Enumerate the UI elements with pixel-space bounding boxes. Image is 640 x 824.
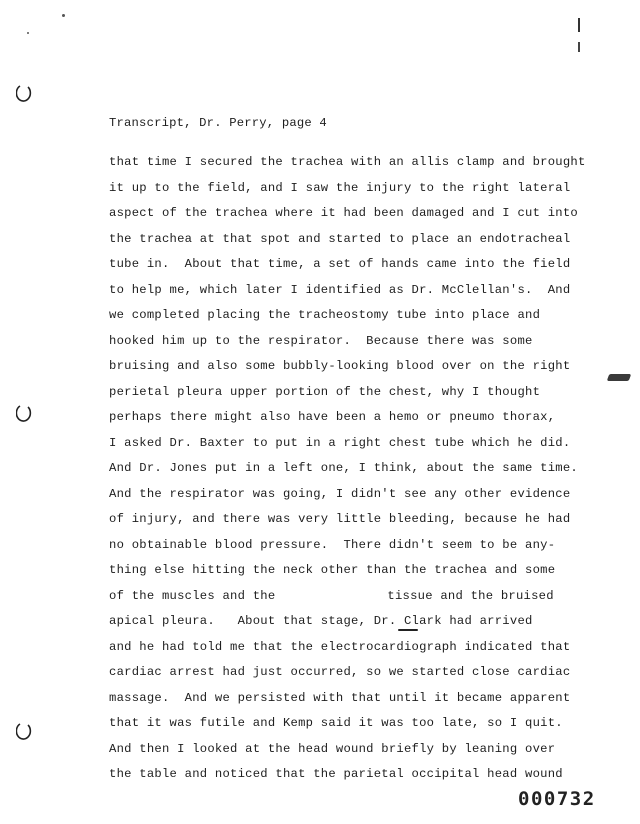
text-line: thing else hitting the neck other than the trachea and some bbox=[109, 563, 556, 577]
text-line: to help me, which later I identified as Dr. McClellan's. And bbox=[109, 282, 571, 297]
transcript-body bbox=[109, 152, 589, 790]
text-line: we completed placing the tracheostomy tube into place and bbox=[109, 308, 541, 322]
text-line-with-gap bbox=[109, 586, 589, 612]
punch-hole-icon bbox=[16, 84, 32, 102]
gap-line-before: of the muscles and the bbox=[109, 588, 276, 603]
text-line: that time I secured the trachea with an allis clamp and brought bbox=[109, 155, 586, 169]
edge-smudge-mark bbox=[607, 374, 632, 381]
scan-speck bbox=[27, 32, 29, 34]
text-line: apical pleura. About that stage, Dr. Clark had arrived bbox=[109, 614, 533, 628]
text-line: and he had told me that the electrocardiograph indicated that bbox=[109, 639, 571, 654]
text-line: no obtainable blood pressure. There didn't seem to be any- bbox=[109, 537, 556, 552]
gap-line-after: tissue and the bruised bbox=[387, 588, 554, 603]
text-line: bruising and also some bubbly-looking blood over on the right bbox=[109, 359, 571, 373]
text-line: And Dr. Jones put in a left one, I think, about the same time. bbox=[109, 461, 578, 475]
text-line: it up to the field, and I saw the injury to the right lateral bbox=[109, 180, 571, 195]
text-line: I asked Dr. Baxter to put in a right chest tube which he did. bbox=[109, 435, 571, 450]
text-line: tube in. About that time, a set of hands came into the field bbox=[109, 257, 571, 271]
text-line: And then I looked at the head wound briefly by leaning over bbox=[109, 741, 556, 756]
page-number: 000732 bbox=[518, 788, 596, 810]
text-line: the trachea at that spot and started to place an endotracheal bbox=[109, 231, 571, 246]
punch-hole-icon bbox=[16, 722, 32, 740]
margin-tick-mark bbox=[578, 42, 580, 52]
text-line: aspect of the trachea where it had been damaged and I cut into bbox=[109, 206, 578, 220]
text-line: And the respirator was going, I didn't see any other evidence bbox=[109, 486, 571, 501]
text-line: massage. And we persisted with that until it became apparent bbox=[109, 690, 571, 705]
page-header: Transcript, Dr. Perry, page 4 bbox=[109, 116, 327, 130]
punch-hole-icon bbox=[16, 404, 32, 422]
scan-speck bbox=[62, 14, 65, 17]
text-line: that it was futile and Kemp said it was too late, so I quit. bbox=[109, 716, 563, 730]
text-line: perhaps there might also have been a hemo or pneumo thorax, bbox=[109, 410, 556, 424]
text-line: of injury, and there was very little bleeding, because he had bbox=[109, 512, 571, 526]
text-line: perietal pleura upper portion of the chest, why I thought bbox=[109, 384, 541, 399]
text-line: cardiac arrest had just occurred, so we started close cardiac bbox=[109, 665, 571, 679]
text-line: hooked him up to the respirator. Because there was some bbox=[109, 333, 533, 348]
handwritten-overmark bbox=[398, 629, 418, 631]
margin-tick-mark bbox=[578, 18, 580, 32]
text-line: the table and noticed that the parietal occipital head wound bbox=[109, 767, 563, 781]
